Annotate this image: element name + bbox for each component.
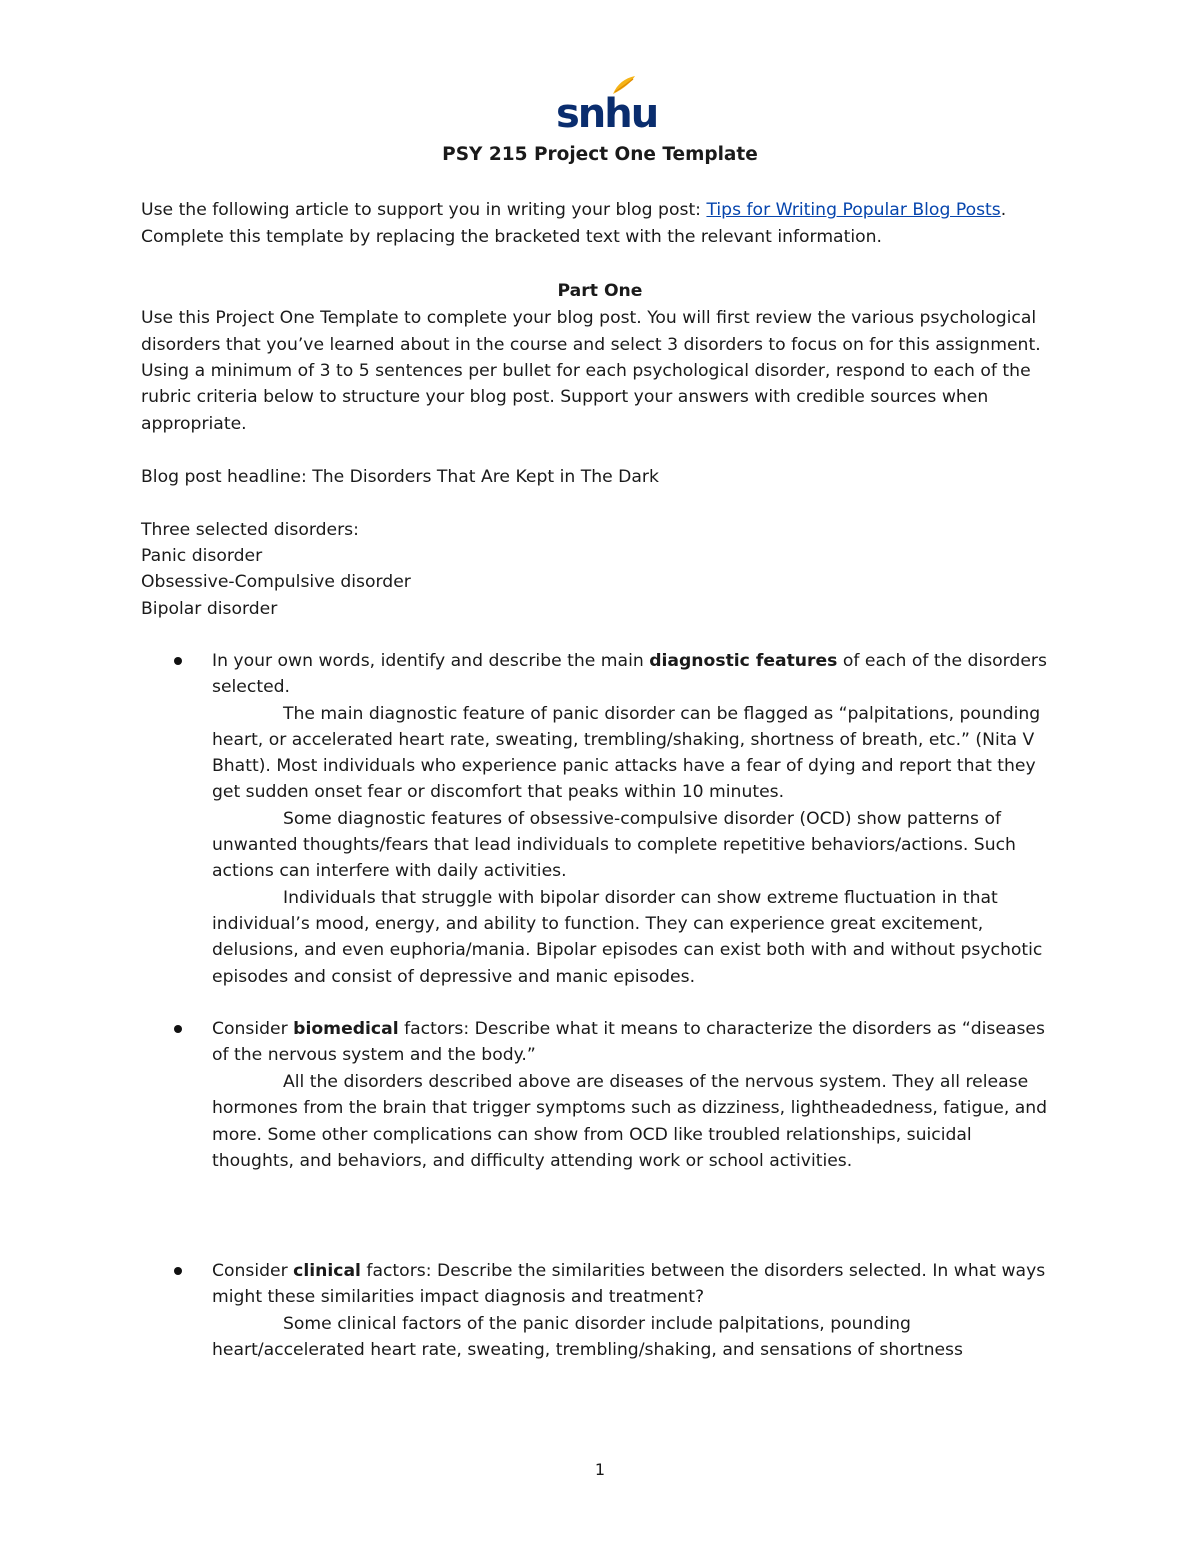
selected-disorders-label: Three selected disorders: (141, 520, 359, 540)
bullet-2-prompt-line-2: of the nervous system and the body.” (212, 1045, 536, 1065)
answer-line: hormones from the brain that trigger symptoms such as dizziness, lightheadedness, fatigue, and (212, 1098, 1048, 1118)
prompt-text: of each of the disorders (837, 651, 1047, 671)
prompt-text: factors: Describe what it means to characterize the disorders as “diseases (398, 1019, 1045, 1039)
selected-disorder-item: Bipolar disorder (141, 599, 278, 619)
prompt-emphasis: diagnostic features (649, 651, 838, 671)
intro-suffix: . (1000, 200, 1007, 220)
logo-wordmark: snhu (556, 91, 658, 137)
page-number: 1 (594, 1460, 606, 1479)
answer-line: All the disorders described above are diseases of the nervous system. They all release (283, 1072, 1029, 1092)
prompt-emphasis: clinical (293, 1261, 361, 1281)
part-one-line: Use this Project One Template to complete your blog post. You will first review the various psychological (141, 308, 1037, 328)
bullet-1-prompt-line-2: selected. (212, 677, 291, 697)
answer-line: individual’s mood, energy, and ability to function. They can experience great excitement, (212, 914, 984, 934)
answer-line: Individuals that struggle with bipolar disorder can show extreme fluctuation in that (283, 888, 998, 908)
intro-line-1 (141, 198, 1006, 222)
part-one-line: Using a minimum of 3 to 5 sentences per bullet for each psychological disorder, respond to each of the (141, 361, 1031, 381)
document-title: PSY 215 Project One Template (442, 144, 758, 165)
prompt-text: factors: Describe the similarities between the disorders selected. In what ways (360, 1261, 1046, 1281)
bullet-icon (174, 1025, 182, 1033)
answer-line: actions can interfere with daily activities. (212, 861, 567, 881)
answer-line: delusions, and even euphoria/mania. Bipolar episodes can exist both with and without psychotic (212, 940, 1043, 960)
answer-line: get sudden onset fear or discomfort that peaks within 10 minutes. (212, 782, 785, 802)
answer-line: unwanted thoughts/fears that lead individuals to complete repetitive behaviors/actions. Such (212, 835, 1016, 855)
answer-line: heart/accelerated heart rate, sweating, trembling/shaking, and sensations of shortness (212, 1340, 963, 1360)
part-one-heading: Part One (557, 281, 643, 301)
intro-line-2: Complete this template by replacing the bracketed text with the relevant information. (141, 227, 882, 247)
answer-line: The main diagnostic feature of panic disorder can be flagged as “palpitations, pounding (283, 704, 1041, 724)
answer-line: episodes and consist of depressive and manic episodes. (212, 967, 696, 987)
part-one-line: appropriate. (141, 414, 247, 434)
blog-headline: Blog post headline: The Disorders That Are Kept in The Dark (141, 467, 659, 487)
intro-text: Use the following article to support you in writing your blog post: (141, 200, 707, 220)
answer-line: more. Some other complications can show from OCD like troubled relationships, suicidal (212, 1125, 972, 1145)
answer-line: Bhatt). Most individuals who experience panic attacks have a fear of dying and report that they (212, 756, 1036, 776)
answer-line: thoughts, and behaviors, and difficulty attending work or school activities. (212, 1151, 853, 1171)
article-link[interactable]: Tips for Writing Popular Blog Posts (706, 200, 1001, 220)
prompt-text: Consider (212, 1019, 294, 1039)
part-one-line: disorders that you’ve learned about in the course and select 3 disorders to focus on for this assignment. (141, 335, 1041, 355)
bullet-1-prompt (212, 649, 1047, 673)
bullet-3-prompt (212, 1259, 1045, 1283)
prompt-text: Consider (212, 1261, 294, 1281)
snhu-logo (556, 74, 658, 137)
selected-disorder-item: Obsessive-Compulsive disorder (141, 572, 411, 592)
answer-line: Some clinical factors of the panic disorder include palpitations, pounding (283, 1314, 911, 1334)
answer-line: heart, or accelerated heart rate, sweating, trembling/shaking, shortness of breath, etc.” (Nita V (212, 730, 1035, 750)
bullet-3-prompt-line-2: might these similarities impact diagnosis and treatment? (212, 1287, 705, 1307)
bullet-icon (174, 1267, 182, 1275)
part-one-line: rubric criteria below to structure your blog post. Support your answers with credible sources when (141, 387, 989, 407)
prompt-emphasis: biomedical (293, 1019, 399, 1039)
selected-disorder-item: Panic disorder (141, 546, 263, 566)
bullet-2-prompt (212, 1017, 1045, 1041)
prompt-text: In your own words, identify and describe the main (212, 651, 650, 671)
bullet-icon (174, 657, 182, 665)
answer-line: Some diagnostic features of obsessive-compulsive disorder (OCD) show patterns of (283, 809, 1002, 829)
